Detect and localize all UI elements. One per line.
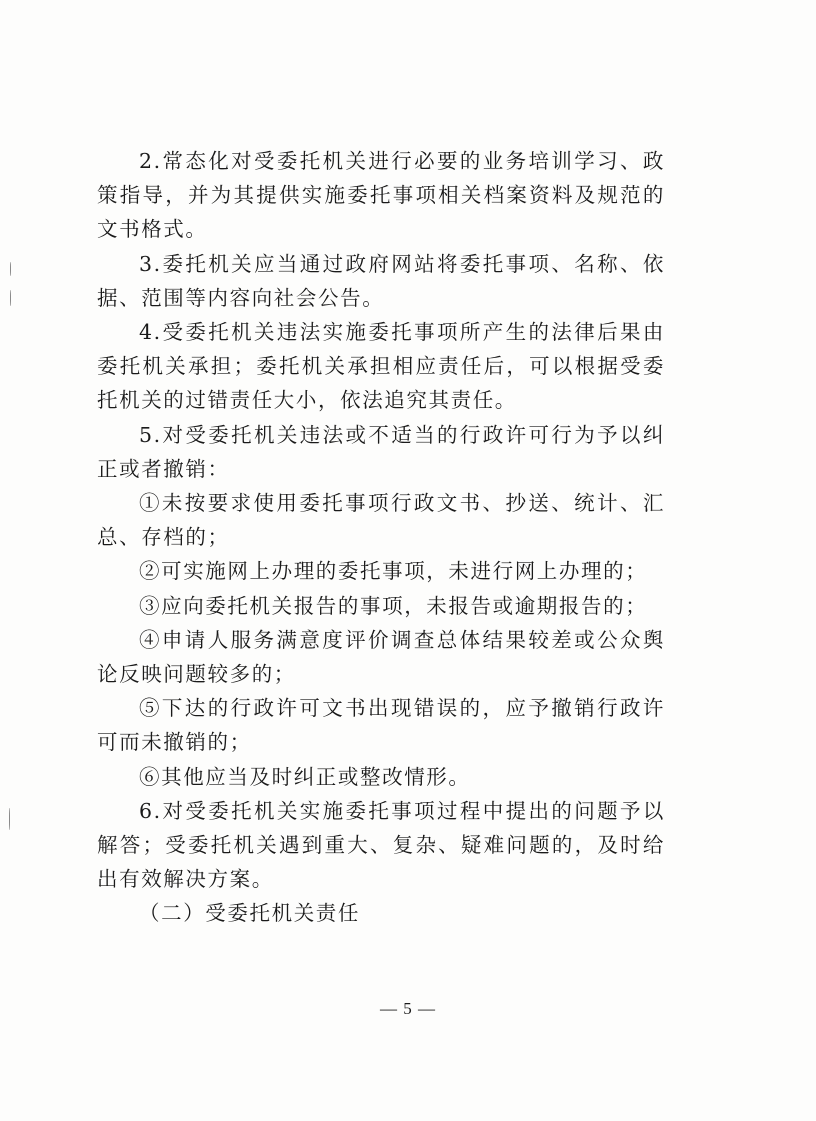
paragraph-item-2: 2.常态化对受委托机关进行必要的业务培训学习、政策指导，并为其提供实施委托事项相关档案资料及规范的文书格式。 [97, 149, 665, 242]
page-number: — 5 — [380, 999, 436, 1018]
sub-item-6: ⑥其他应当及时纠正或整改情形。 [139, 764, 471, 789]
paragraph-item-3: 3.委托机关应当通过政府网站将委托事项、名称、依据、范围等内容向社会公告。 [97, 251, 665, 310]
paragraph-item-4: 4.受委托机关违法实施委托事项所产生的法律后果由委托机关承担；委托机关承担相应责任后，可以根据受委托机关的过错责任大小，依法追究其责任。 [97, 320, 665, 413]
binding-mark [10, 290, 11, 306]
paragraph-item-5: 5.对受委托机关违法或不适当的行政许可行为予以纠正或者撤销： [97, 422, 665, 481]
section-heading: （二）受委托机关责任 [139, 901, 360, 926]
sub-item-4: ④申请人服务满意度评价调查总体结果较差或公众舆论反映问题较多的； [97, 627, 665, 687]
sub-item-5: ⑤下达的行政许可文书出现错误的，应予撤销行政许可而未撤销的； [97, 696, 665, 755]
document-body [97, 144, 665, 931]
binding-mark [10, 262, 11, 276]
sub-item-3: ③应向委托机关报告的事项，未报告或逾期报告的； [139, 593, 648, 618]
binding-mark [9, 808, 10, 830]
sub-item-2: ②可实施网上办理的委托事项，未进行网上办理的； [139, 559, 648, 584]
sub-item-1: ①未按要求使用委托事项行政文书、抄送、统计、汇总、存档的； [97, 491, 665, 550]
paragraph-item-6: 6.对受委托机关实施委托事项过程中提出的问题予以解答；受委托机关遇到重大、复杂、疑难问题的，及时给出有效解决方案。 [97, 798, 665, 892]
